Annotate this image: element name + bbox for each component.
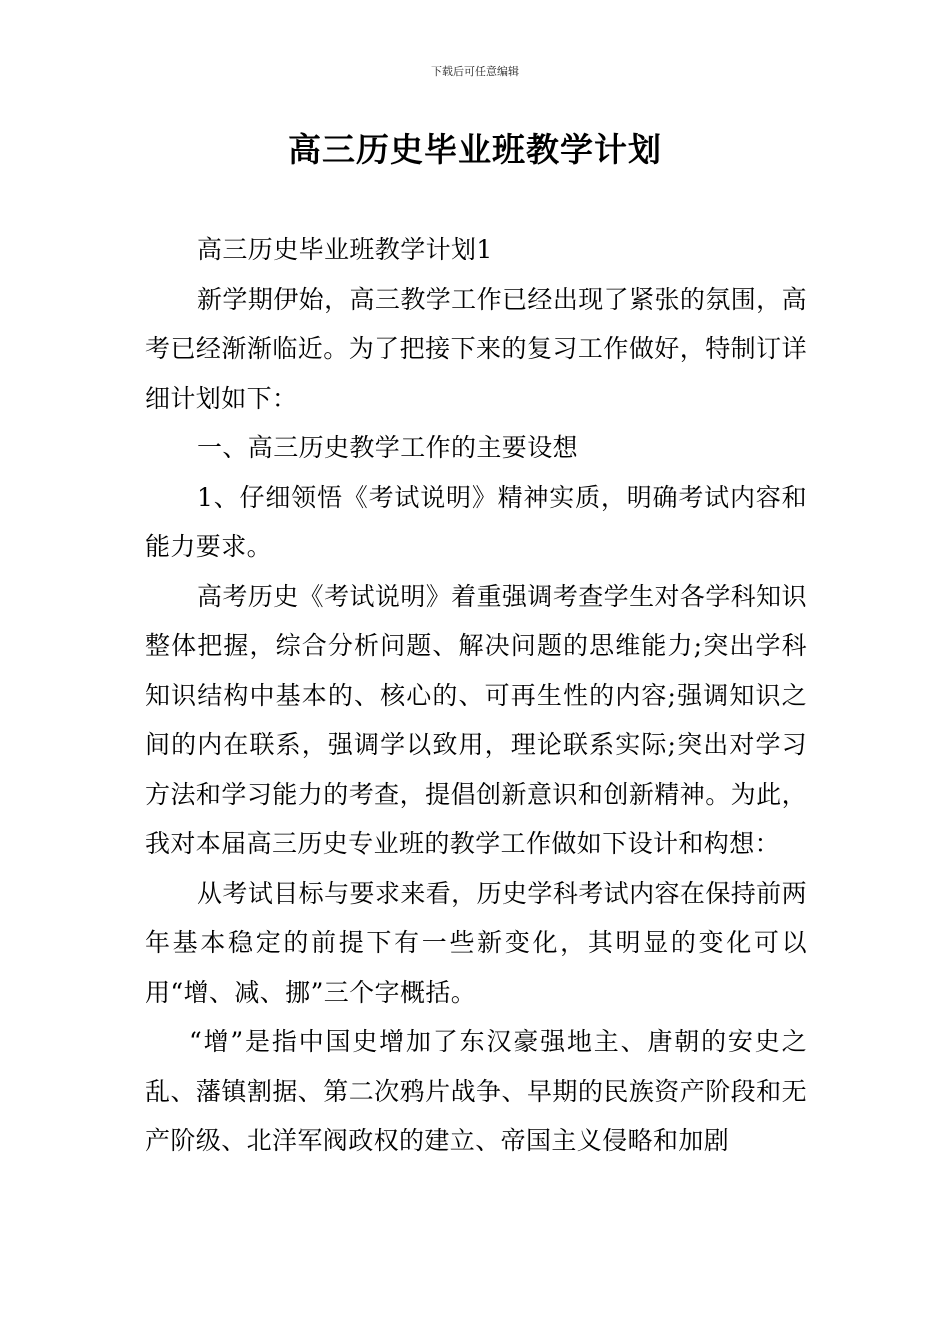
body-paragraph: 从考试目标与要求来看，历史学科考试内容在保持前两年基本稳定的前提下有一些新变化，其明显的变化可以用“增、减、挪”三个字概括。 bbox=[145, 878, 807, 1007]
section-heading: 一、高三历史教学工作的主要设想 bbox=[197, 433, 579, 462]
body-paragraph: 1、仔细领悟《考试说明》精神实质，明确考试内容和能力要求。 bbox=[145, 482, 807, 561]
header-note: 下载后可任意编辑 bbox=[431, 65, 519, 78]
body-paragraph: 高考历史《考试说明》着重强调考查学生对各学科知识整体把握，综合分析问题、解决问题的思维能力;突出学科知识结构中基本的、核心的、可再生性的内容;强调知识之间的内在联系，强调学以致用，理论联系实际;突出对学习方法和学习能力的考查，提倡创新意识和创新精神。为此，我对本届高三历史专业班的教学工作做如下设计和构想： bbox=[145, 581, 807, 858]
page-title: 高三历史毕业班教学计划 bbox=[288, 130, 662, 169]
body-paragraph: 新学期伊始，高三教学工作已经出现了紧张的氛围，高考已经渐渐临近。为了把接下来的复习工作做好，特制订详细计划如下： bbox=[145, 284, 807, 413]
body-paragraph: “增”是指中国史增加了东汉豪强地主、唐朝的安史之乱、藩镇割据、第二次鸦片战争、早期的民族资产阶段和无产阶级、北洋军阀政权的建立、帝国主义侵略和加剧 bbox=[145, 1027, 807, 1155]
section-heading: 高三历史毕业班教学计划1 bbox=[197, 235, 493, 264]
document-body bbox=[145, 225, 807, 1166]
